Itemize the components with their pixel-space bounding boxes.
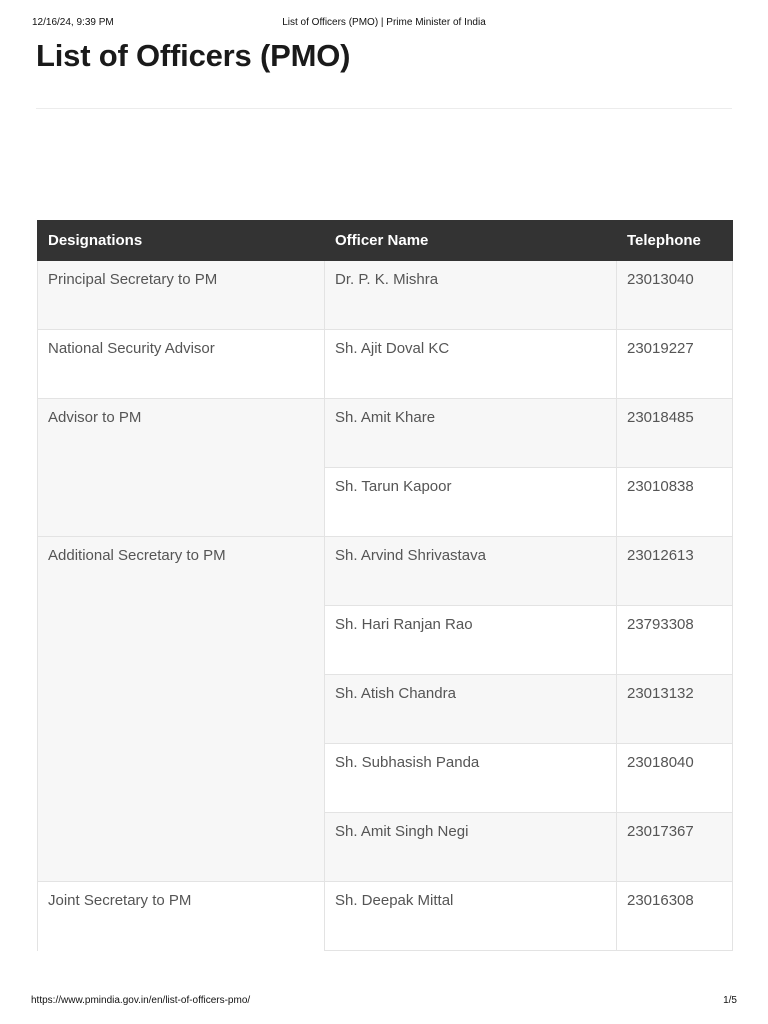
officer-name-cell: Sh. Amit Singh Negi	[325, 813, 617, 882]
column-header-designations: Designations	[38, 221, 325, 261]
officers-table	[37, 220, 733, 951]
print-footer	[0, 995, 768, 1009]
print-page-title: List of Officers (PMO) | Prime Minister of India	[282, 17, 486, 28]
column-header-telephone: Telephone	[617, 221, 733, 261]
officer-name-cell: Dr. P. K. Mishra	[325, 261, 617, 330]
designation-cell: Principal Secretary to PM	[38, 261, 325, 330]
designation-cell: Advisor to PM	[38, 399, 325, 537]
telephone-cell: 23018485	[617, 399, 733, 468]
officer-name-cell: Sh. Hari Ranjan Rao	[325, 606, 617, 675]
print-header	[0, 17, 768, 31]
designation-cell: Joint Secretary to PM	[38, 882, 325, 951]
designation-cell: National Security Advisor	[38, 330, 325, 399]
table-row	[38, 330, 733, 399]
print-datetime: 12/16/24, 9:39 PM	[32, 17, 114, 28]
page-number: 1/5	[723, 995, 737, 1006]
officer-name-cell: Sh. Ajit Doval KC	[325, 330, 617, 399]
telephone-cell: 23016308	[617, 882, 733, 951]
telephone-cell: 23018040	[617, 744, 733, 813]
officer-name-cell: Sh. Subhasish Panda	[325, 744, 617, 813]
table-row	[38, 537, 733, 606]
page-url: https://www.pmindia.gov.in/en/list-of-officers-pmo/	[31, 995, 251, 1006]
telephone-cell: 23793308	[617, 606, 733, 675]
officer-name-cell: Sh. Arvind Shrivastava	[325, 537, 617, 606]
table-row	[38, 399, 733, 468]
column-header-officer-name: Officer Name	[325, 221, 617, 261]
table-row	[38, 261, 733, 330]
page-title: List of Officers (PMO)	[36, 38, 351, 73]
officer-name-cell: Sh. Tarun Kapoor	[325, 468, 617, 537]
table-row	[38, 882, 733, 951]
officer-name-cell: Sh. Deepak Mittal	[325, 882, 617, 951]
telephone-cell: 23013040	[617, 261, 733, 330]
officer-name-cell: Sh. Atish Chandra	[325, 675, 617, 744]
table-header-row	[38, 221, 733, 261]
telephone-cell: 23017367	[617, 813, 733, 882]
officer-name-cell: Sh. Amit Khare	[325, 399, 617, 468]
title-divider	[36, 108, 732, 109]
telephone-cell: 23012613	[617, 537, 733, 606]
designation-cell: Additional Secretary to PM	[38, 537, 325, 882]
telephone-cell: 23013132	[617, 675, 733, 744]
telephone-cell: 23019227	[617, 330, 733, 399]
telephone-cell: 23010838	[617, 468, 733, 537]
